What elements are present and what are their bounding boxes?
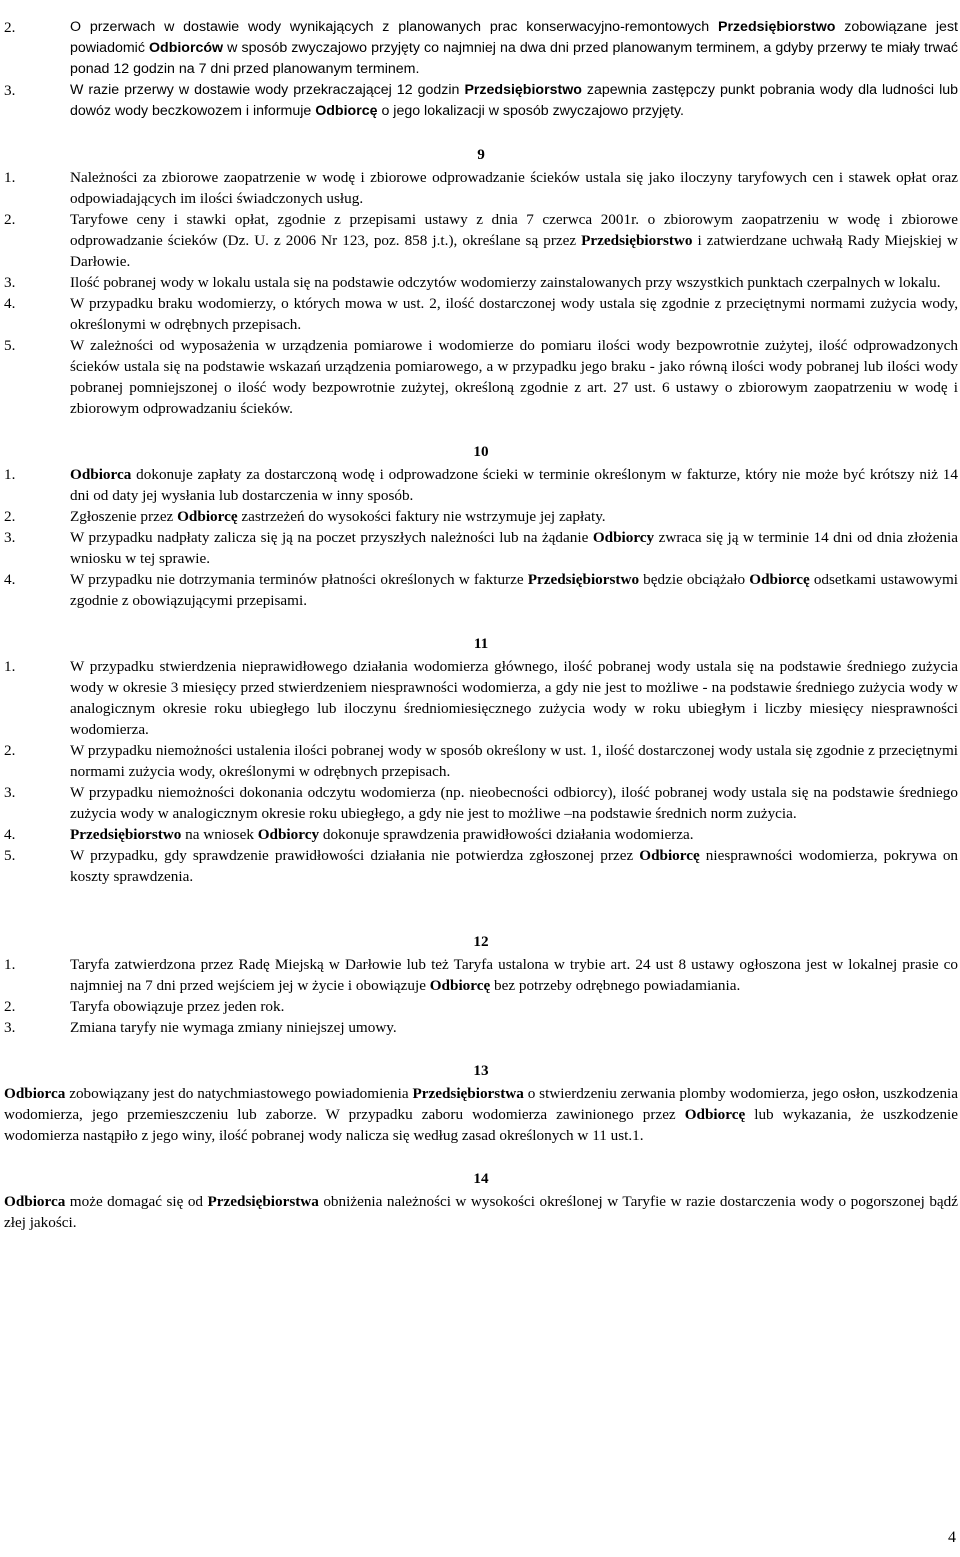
item-number: 3.	[4, 82, 16, 99]
list-item	[4, 656, 958, 740]
item-number: 4.	[4, 571, 16, 588]
item-text: W razie przerwy w dostawie wody przekraczającej 12 godzin Przedsiębiorstwo zapewnia zastępczy punkt pobrania wody dla ludności lub dowóz wody beczkowozem i informuje Odbiorcę o jego lokalizacji w sposób zwyczajowo przyjęty.	[70, 82, 959, 119]
item-text: W przypadku, gdy sprawdzenie prawidłowości działania nie potwierdza zgłoszonej przez Odbiorcę niesprawności wodomierza, pokrywa on koszty sprawdzenia.	[70, 847, 959, 885]
section-title: 11	[473, 635, 489, 652]
section-title: 14	[473, 1170, 489, 1187]
item-text: Odbiorca dokonuje zapłaty za dostarczoną wodę i odprowadzone ścieki w terminie określonym w fakturze, który nie może być krótszy niż 14 dni od daty jej wysłania lub dostarczenia w inny sposób.	[70, 466, 958, 504]
item-text: Przedsiębiorstwo na wniosek Odbiorcy dokonuje sprawdzenia prawidłowości działania wodomierza.	[70, 826, 694, 843]
list-item	[4, 272, 958, 293]
section-paragraph: Odbiorca może domagać się od Przedsiębiorstwa obniżenia należności w wysokości określonej w Taryfie w razie dostarczenia wody o pogorszonej bądź złej jakości.	[4, 1193, 958, 1231]
item-number: 5.	[4, 337, 16, 354]
section-title: 12	[473, 933, 489, 950]
item-text: Taryfowe ceny i stawki opłat, zgodnie z przepisami ustawy z dnia 7 czerwca 2001r. o zbiorowym zaopatrzeniu w wodę i zbiorowe odprowadzanie ścieków (Dz. U. z 2006 Nr 123, poz. 858 j.t.), określane są przez Przedsiębiorstwo i zatwierdzane uchwałą Rady Miejskiej w Darłowie.	[70, 211, 958, 270]
item-text: W przypadku niemożności ustalenia ilości pobranej wody w sposób określony w ust. 1, ilość dostarczonej wody ustala się zgodnie z przeciętnymi normami zużycia wody, określonymi w odrębnych przepisach.	[70, 742, 958, 780]
item-number: 3.	[4, 1019, 16, 1036]
item-number: 4.	[4, 826, 16, 843]
list-item	[4, 782, 958, 824]
section-title: 13	[473, 1062, 489, 1079]
item-number: 1.	[4, 169, 16, 186]
item-text: W zależności od wyposażenia w urządzenia pomiarowe i wodomierze do pomiaru ilości wody bezpowrotnie zużytej, ilość odprowadzonych ścieków ustala się na podstawie wskazań urządzenia pomiarowego, a w przypadku jego braku - jako równą ilości wody pobranej lub ilości wody pobranej pomniejszonej o ilość wody bezpowrotnie zużytej, określoną zgodnie z art. 27 ust. 6 ustawy o zbiorowym zaopatrzeniu w wodę i zbiorowym odprowadzaniu ścieków.	[70, 337, 958, 417]
item-number: 2.	[4, 19, 16, 36]
section-paragraph: Odbiorca zobowiązany jest do natychmiastowego powiadomienia Przedsiębiorstwa o stwierdzeniu zerwania plomby wodomierza, jego osłon, uszkodzenia wodomierza, jego przemieszczeniu lub zaborze. W przypadku zaboru wodomierza zawinionego przez Odbiorcę lub wykazania, że uszkodzenie wodomierza nastąpiło z jego winy, ilość pobranej wody nalicza się według zasad określonych w 11 ust.1.	[4, 1085, 959, 1144]
section-title: 9	[477, 146, 485, 163]
list-item	[4, 1017, 958, 1038]
item-number: 2.	[4, 998, 16, 1015]
item-number: 1.	[4, 658, 16, 675]
item-text: W przypadku stwierdzenia nieprawidłowego działania wodomierza głównego, ilość pobranej wody ustala się na podstawie średniego zużycia wody w okresie 3 miesięcy przed stwierdzeniem niesprawności wodomierza, a gdy nie jest to możliwe - na podstawie średniego zużycia wody w analogicznym okresie roku ubiegłego lub iloczynu średniomiesięcznego zużycia wody w roku ubiegłym i liczby miesięcy niesprawności wodomierza.	[70, 658, 958, 738]
list-item	[4, 740, 958, 782]
list-item	[4, 824, 958, 845]
item-number: 2.	[4, 508, 16, 525]
item-text: Taryfa zatwierdzona przez Radę Miejską w Darłowie lub też Taryfa ustalona w trybie art. 24 ust 8 ustawy ogłoszona jest w lokalnej prasie co najmniej na 7 dni przed wejściem jej w życie i obowiązuje Odbiorcę bez potrzeby odrębnego powiadamiania.	[70, 956, 958, 994]
item-text: Zmiana taryfy nie wymaga zmiany niniejszej umowy.	[70, 1019, 397, 1036]
item-text: Taryfa obowiązuje przez jeden rok.	[70, 998, 285, 1015]
item-number: 3.	[4, 784, 16, 801]
item-number: 3.	[4, 274, 16, 291]
item-text: W przypadku nie dotrzymania terminów płatności określonych w fakturze Przedsiębiorstwo będzie obciążało Odbiorcę odsetkami ustawowymi zgodnie z obowiązującymi przepisami.	[70, 571, 959, 609]
list-item	[4, 996, 958, 1017]
item-text: Zgłoszenie przez Odbiorcę zastrzeżeń do wysokości faktury nie wstrzymuje jej zapłaty.	[70, 508, 606, 525]
item-text: Ilość pobranej wody w lokalu ustala się na podstawie odczytów wodomierzy zainstalowanych przy wszystkich punktach czerpalnych w lokalu.	[70, 274, 941, 291]
item-text: W przypadku braku wodomierzy, o których mowa w ust. 2, ilość dostarczonej wody ustala się zgodnie z przeciętnymi normami zużycia wody, określonymi w odrębnych przepisach.	[70, 295, 958, 333]
page-number: 4	[948, 1529, 956, 1546]
list-item	[4, 209, 958, 272]
item-number: 2.	[4, 211, 16, 228]
item-text: W przypadku niemożności dokonania odczytu wodomierza (np. nieobecności odbiorcy), ilość pobranej wody ustala się na podstawie średniego zużycia wody w analogicznym okresie roku ubiegłego, a gdy nie jest to możliwe –na podstawie średnich norm zużycia.	[70, 784, 958, 822]
item-number: 3.	[4, 529, 16, 546]
section-title: 10	[473, 443, 489, 460]
document-body	[4, 17, 958, 1233]
item-number: 5.	[4, 847, 16, 864]
item-text: Należności za zbiorowe zaopatrzenie w wodę i zbiorowe odprowadzanie ścieków ustala się jako iloczyny taryfowych cen i stawek opłat oraz odpowiadających im ilości świadczonych usług.	[70, 169, 958, 207]
list-item	[4, 954, 958, 996]
item-number: 4.	[4, 295, 16, 312]
list-item	[4, 80, 958, 122]
list-item	[4, 506, 958, 527]
list-item	[4, 167, 958, 209]
list-item	[4, 335, 958, 419]
list-item	[4, 17, 958, 80]
list-item	[4, 293, 958, 335]
item-number: 2.	[4, 742, 16, 759]
list-item	[4, 569, 958, 611]
item-text: O przerwach w dostawie wody wynikających z planowanych prac konserwacyjno-remontowych Przedsiębiorstwo zobowiązane jest powiadomić Odbiorców w sposób zwyczajowo przyjęty co najmniej na dwa dni przed planowanym terminem, a gdyby przerwy te miały trwać ponad 12 godzin na 7 dni przed planowanym terminem.	[70, 19, 958, 77]
list-item	[4, 845, 958, 887]
list-item	[4, 464, 958, 506]
item-number: 1.	[4, 956, 16, 973]
item-number: 1.	[4, 466, 16, 483]
item-text: W przypadku nadpłaty zalicza się ją na poczet przyszłych należności lub na żądanie Odbiorcy zwraca się ją w terminie 14 dni od dnia złożenia wniosku w tej sprawie.	[70, 529, 958, 567]
list-item	[4, 527, 958, 569]
